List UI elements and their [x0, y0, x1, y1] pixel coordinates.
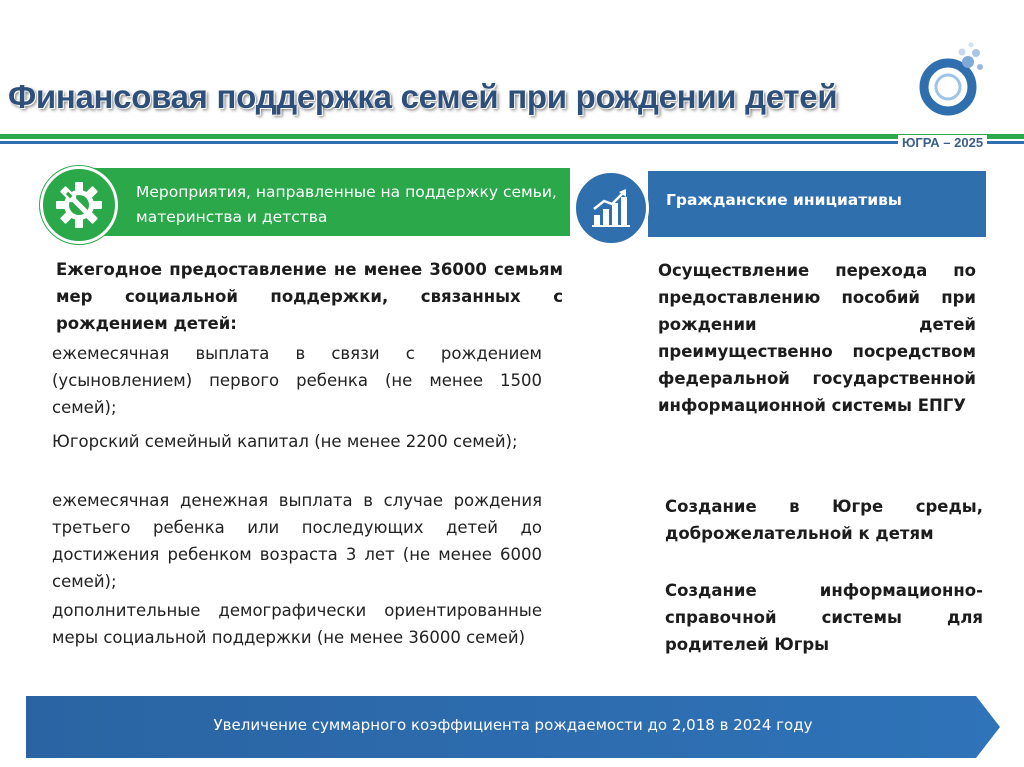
page-title: Финансовая поддержка семей при рождении детей — [8, 78, 838, 115]
divider-green — [0, 134, 1024, 139]
right-section-header-text: Гражданские инициативы — [666, 191, 902, 209]
bar-chart-growth-icon — [573, 170, 649, 246]
left-list-item: ежемесячная выплата в связи с рождением (усыновлением) первого ребенка (не менее 1500 семей); — [52, 344, 542, 417]
yugra-logo-icon — [916, 40, 996, 120]
left-list-item: Югорский семейный капитал (не менее 2200 семей); — [52, 432, 518, 451]
left-list-item: дополнительные демографически ориентированные меры социальной поддержки (не менее 36000 семей) — [52, 601, 542, 647]
left-section-header-text: Мероприятия, направленные на поддержку семьи, материнства и детства — [136, 183, 557, 226]
footer-banner — [26, 696, 1000, 758]
divider-blue — [0, 141, 1024, 144]
right-list-item: Создание информационно-справочной системы для родителей Югры — [665, 581, 983, 654]
gear-wrench-icon — [40, 166, 118, 244]
footer-text: Увеличение суммарного коэффициента рождаемости до 2,018 в 2024 году — [213, 716, 813, 734]
right-section-header — [648, 171, 986, 237]
left-lead-text: Ежегодное предоставление не менее 36000 семьям мер социальной поддержки, связанных с рождением детей: — [56, 260, 563, 333]
right-list-item: Создание в Югре среды, доброжелательной к детям — [665, 497, 983, 543]
left-list-item: ежемесячная денежная выплата в случае рождения третьего ребенка или последующих детей до достижения ребенком возраста 3 лет (не менее 6000 семей); — [52, 491, 542, 591]
right-list-item: Осуществление перехода по предоставлению пособий при рождении детей преимущественно посредством федеральной государственной информационной системы ЕПГУ — [658, 261, 976, 415]
left-section-header — [76, 168, 570, 236]
region-label: ЮГРА – 2025 — [898, 135, 987, 150]
